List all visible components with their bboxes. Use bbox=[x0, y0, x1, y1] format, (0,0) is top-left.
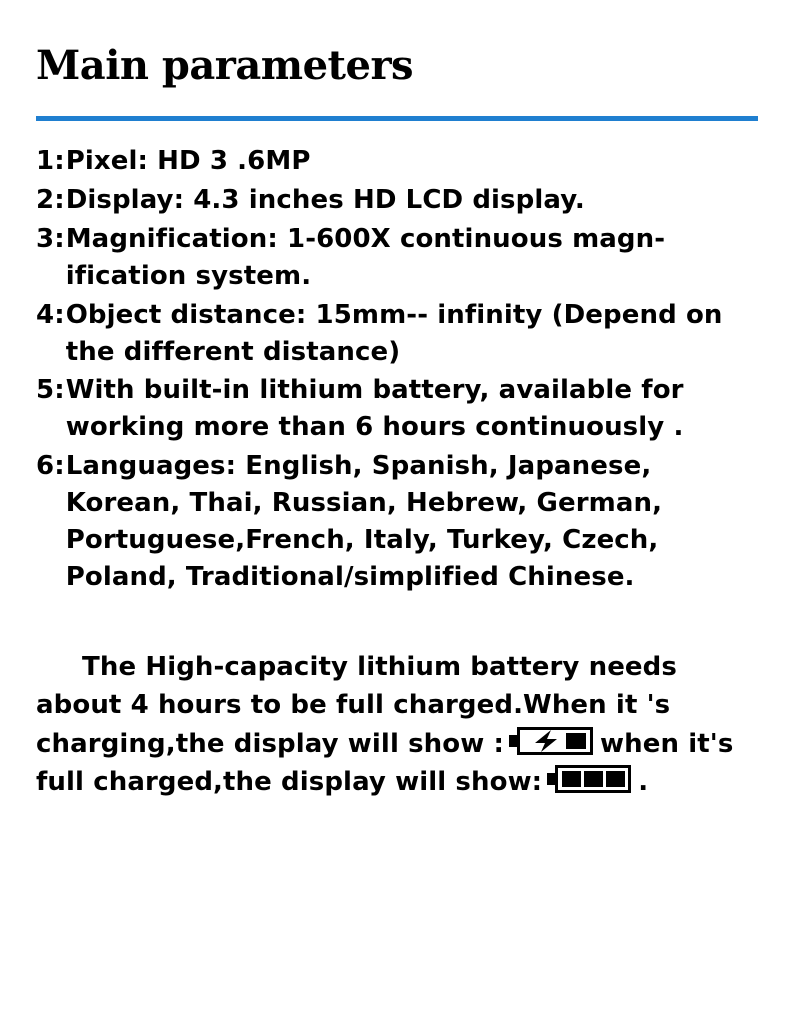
list-item-text: Pixel: HD 3 .6MP bbox=[65, 146, 311, 176]
battery-note-part3: . bbox=[638, 767, 649, 798]
list-item bbox=[36, 143, 764, 180]
list-item bbox=[36, 448, 764, 596]
list-item-text: Display: 4.3 inches HD LCD display. bbox=[65, 184, 585, 215]
list-item-text: Languages: English, Spanish, Japanese, Korean, Thai, Russian, Hebrew, German, Portuguese,French, Italy, Turkey, Czech, Poland, Traditional/simplified Chinese. bbox=[65, 451, 663, 592]
list-item-number: 3: bbox=[36, 223, 65, 254]
title-divider bbox=[36, 116, 758, 121]
list-item-number: 4: bbox=[36, 299, 65, 330]
list-item-number: 6: bbox=[36, 451, 65, 482]
list-item bbox=[36, 221, 764, 295]
specification-list bbox=[36, 143, 764, 596]
list-item-text: With built-in lithium battery, available for working more than 6 hours continuously . bbox=[65, 375, 684, 443]
battery-charging-icon bbox=[509, 726, 595, 756]
page-title: Main parameters bbox=[36, 42, 414, 89]
battery-note bbox=[36, 648, 764, 802]
list-item-number: 1: bbox=[36, 146, 65, 176]
list-item-text: Object distance: 15mm-- infinity (Depend on the different distance) bbox=[65, 299, 723, 367]
list-item bbox=[36, 372, 764, 446]
list-item-number: 2: bbox=[36, 184, 65, 215]
list-item bbox=[36, 182, 764, 219]
battery-full-icon bbox=[547, 764, 633, 794]
list-item-text: Magnification: 1-600X continuous magn-ification system. bbox=[65, 223, 666, 291]
list-item bbox=[36, 297, 764, 371]
list-item-number: 5: bbox=[36, 375, 65, 406]
battery-note-part2: when it's full charged,the display will show: bbox=[36, 728, 734, 798]
battery-note-part1: The High-capacity lithium battery needs about 4 hours to be full charged.When it 's charging,the display will show : bbox=[36, 651, 677, 759]
